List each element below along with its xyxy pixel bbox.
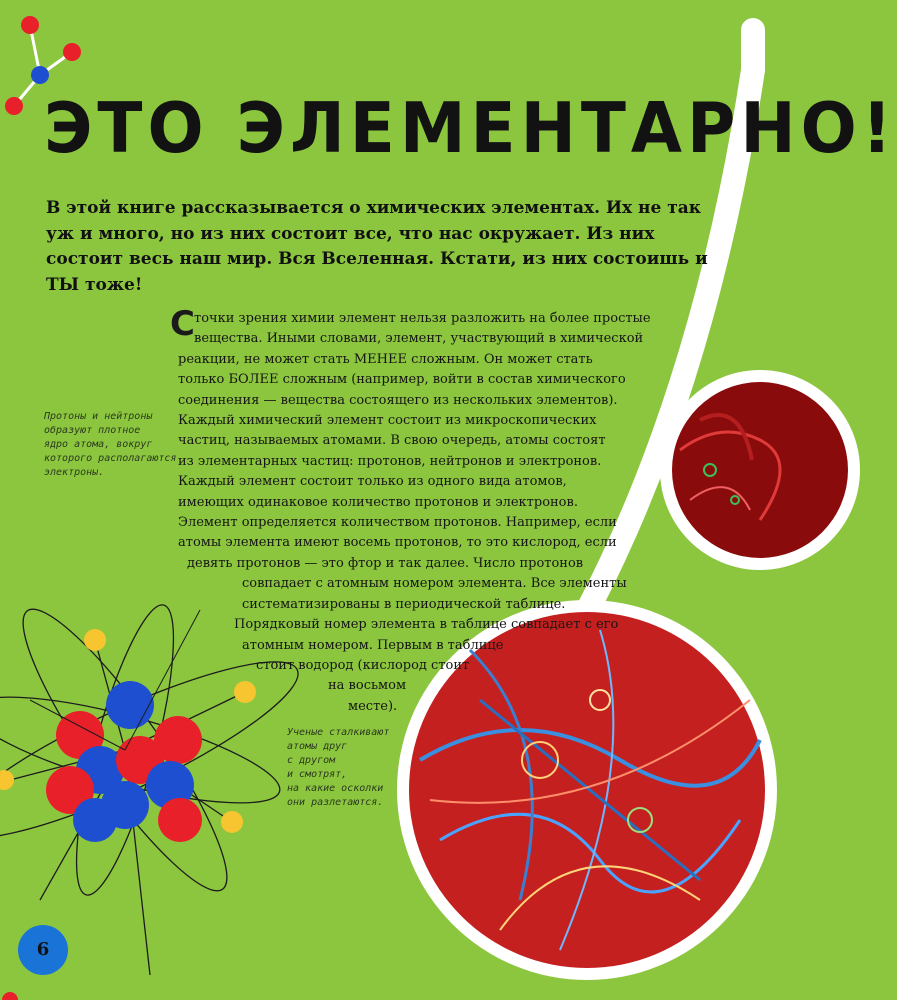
- caption-line: образуют плотное: [44, 425, 141, 436]
- body-line: месте).: [348, 698, 398, 714]
- particle-photo-small: [660, 370, 860, 570]
- body-line: стоит водород (кислород стоит: [256, 657, 470, 673]
- caption-line: ядро атома, вокруг: [44, 439, 153, 450]
- drop-cap: С: [170, 304, 195, 344]
- caption-line: Протоны и нейтроны: [44, 411, 153, 422]
- caption-line: которого располагаются: [44, 453, 177, 464]
- body-line: реакции, не может стать МЕНЕЕ сложным. Он может стать: [178, 351, 593, 367]
- body-line: из элементарных частиц: протонов, нейтронов и электронов.: [178, 453, 602, 469]
- body-line: Каждый элемент состоит только из одного вида атомов,: [178, 474, 567, 490]
- page-number-badge: 6: [18, 925, 68, 975]
- body-line: Каждый химический элемент состоит из микроскопических: [178, 413, 597, 429]
- body-line: частиц, называемых атомами. В свою очередь, атомы состоят: [178, 433, 606, 449]
- body-line: совпадает с атомным номером элемента. Все элементы: [242, 576, 627, 592]
- caption-line: на какие осколки: [287, 783, 384, 794]
- atom-caption: [44, 410, 177, 480]
- body-line: только БОЛЕЕ сложным (например, войти в состав химического: [178, 372, 626, 388]
- collision-caption: [287, 726, 397, 810]
- caption-line: электроны.: [44, 467, 105, 478]
- body-line: вещества. Иными словами, элемент, участвующий в химической: [194, 331, 644, 347]
- body-line: на восьмом: [328, 678, 407, 694]
- body-line: девять протонов — это фтор и так далее. Число протонов: [187, 555, 584, 571]
- page-title: ЭТО ЭЛЕМЕНТАРНО!: [44, 88, 897, 169]
- body-paragraph: [178, 309, 651, 717]
- body-line: систематизированы в периодической таблице.: [242, 596, 566, 612]
- intro-paragraph: В этой книге рассказывается о химических элементах. Их не так уж и много, но из них состоит все, что нас окружает. Из них состоит весь наш мир. Вся Вселенная. Кстати, из них состоишь и ТЫ тоже!: [46, 198, 708, 295]
- body-line: Порядковый номер элемента в таблице совпадает с его: [234, 617, 619, 633]
- body-line: атомы элемента имеют восемь протонов, то это кислород, если: [178, 535, 617, 551]
- caption-line: атомы друг: [287, 741, 348, 752]
- body-line: Элемент определяется количеством протонов. Например, если: [178, 515, 617, 531]
- body-line: атомным номером. Первым в таблице: [242, 637, 504, 653]
- caption-line: Ученые сталкивают: [287, 727, 390, 738]
- caption-line: и смотрят,: [287, 769, 348, 780]
- body-line: соединения — вещества состоящего из нескольких элементов).: [178, 392, 618, 408]
- caption-line: они разлетаются.: [287, 797, 384, 808]
- body-line: имеющих одинаковое количество протонов и электронов.: [178, 494, 578, 510]
- caption-line: с другом: [287, 755, 336, 766]
- body-line: точки зрения химии элемент нельзя разложить на более простые: [194, 311, 651, 326]
